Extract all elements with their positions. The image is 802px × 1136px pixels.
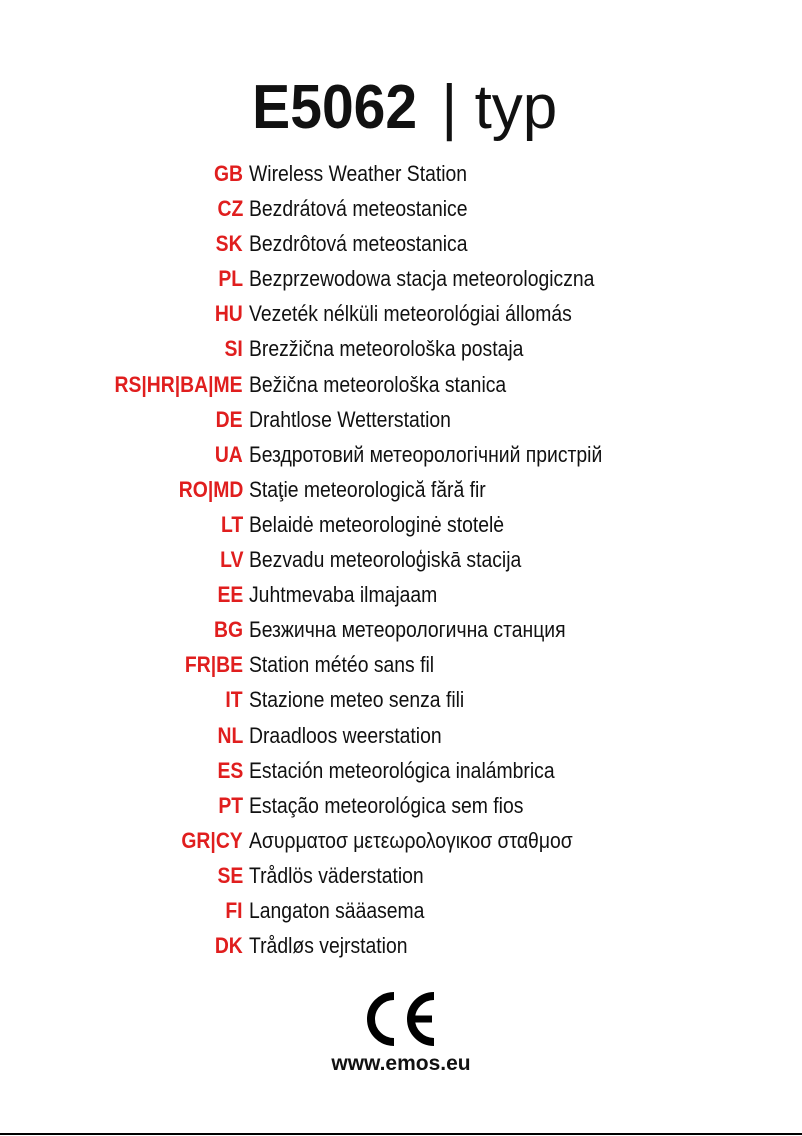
title-suffix: typ — [474, 73, 558, 142]
language-row — [0, 682, 802, 717]
product-name-translation: Ασυρματοσ μετεωρολογικοσ σταθμοσ — [249, 827, 573, 853]
language-code: GR|CY — [181, 827, 243, 853]
product-name-translation: Bezdrátová meteostanice — [249, 196, 468, 222]
language-row — [0, 612, 802, 647]
language-row — [0, 753, 802, 788]
ce-mark-icon — [360, 990, 440, 1048]
language-row — [0, 472, 802, 507]
product-name-translation: Belaidė meteorologinė stotelė — [249, 511, 505, 537]
product-name-translation: Бездротовий метеорологічний пристрій — [249, 441, 603, 467]
product-name-translation: Bezdrôtová meteostanica — [249, 231, 468, 257]
product-name-translation: Wireless Weather Station — [249, 161, 468, 186]
product-name-translation: Trådløs vejrstation — [249, 933, 408, 959]
language-code: SI — [224, 336, 243, 362]
language-row — [0, 156, 802, 191]
language-code: RS|HR|BA|ME — [114, 371, 243, 397]
language-code: GB — [213, 161, 243, 186]
language-code: RO|MD — [178, 476, 243, 502]
language-row — [0, 788, 802, 823]
language-row — [0, 331, 802, 366]
model-number: E5062 — [251, 73, 417, 142]
language-row — [0, 893, 802, 928]
language-code: FR|BE — [184, 652, 243, 678]
product-name-translation: Trådlös väderstation — [249, 862, 424, 888]
product-name-translation: Draadloos weerstation — [249, 722, 442, 748]
product-name-translation: Estação meteorológica sem fios — [249, 792, 524, 818]
page-title — [0, 70, 802, 146]
product-name-translation: Staţie meteorologică fără fir — [249, 476, 486, 502]
language-code: SE — [217, 862, 243, 888]
product-name-translation: Juhtmevaba ilmajaam — [249, 582, 438, 608]
language-code: CZ — [217, 196, 243, 222]
language-row — [0, 402, 802, 437]
product-name-translation: Безжична метеорологична станция — [249, 617, 566, 643]
language-row — [0, 507, 802, 542]
language-code: SK — [216, 231, 243, 257]
language-code: FI — [225, 897, 243, 923]
product-name-translation: Estación meteorológica inalámbrica — [249, 757, 555, 783]
language-row — [0, 226, 802, 261]
language-code: PT — [218, 792, 243, 818]
language-row — [0, 718, 802, 753]
language-code: ES — [217, 757, 243, 783]
product-name-translation: Langaton sääasema — [249, 897, 425, 923]
language-row — [0, 647, 802, 682]
product-name-translation: Bezvadu meteoroloģiskā stacija — [249, 547, 522, 573]
product-name-translation: Stazione meteo senza fili — [249, 687, 465, 713]
product-name-translation: Bezprzewodowa stacja meteorologiczna — [249, 266, 595, 292]
product-name-translation: Vezeték nélküli meteorológiai állomás — [249, 301, 572, 327]
language-row — [0, 823, 802, 858]
language-code: IT — [225, 687, 243, 713]
language-row — [0, 367, 802, 402]
language-code: NL — [217, 722, 243, 748]
language-code: UA — [215, 441, 243, 467]
language-row — [0, 191, 802, 226]
language-row — [0, 858, 802, 893]
language-row — [0, 928, 802, 963]
bottom-divider — [0, 1133, 802, 1135]
language-list — [0, 156, 802, 963]
language-code: DE — [216, 406, 243, 432]
language-code: BG — [213, 617, 243, 643]
language-code: EE — [217, 582, 243, 608]
language-code: HU — [215, 301, 243, 327]
language-code: PL — [218, 266, 243, 292]
product-name-translation: Station météo sans fil — [249, 652, 435, 678]
language-row — [0, 577, 802, 612]
product-name-translation: Drahtlose Wetterstation — [249, 406, 451, 432]
title-separator: | — [441, 73, 458, 142]
language-row — [0, 437, 802, 472]
language-row — [0, 261, 802, 296]
product-name-translation: Brezžična meteorološka postaja — [249, 336, 524, 362]
website-link[interactable]: www.emos.eu — [331, 1052, 471, 1075]
product-name-translation: Bežična meteorološka stanica — [249, 371, 507, 397]
language-row — [0, 542, 802, 577]
language-row — [0, 296, 802, 331]
language-code: DK — [215, 933, 243, 959]
language-code: LV — [219, 547, 243, 573]
language-code: LT — [220, 511, 243, 537]
